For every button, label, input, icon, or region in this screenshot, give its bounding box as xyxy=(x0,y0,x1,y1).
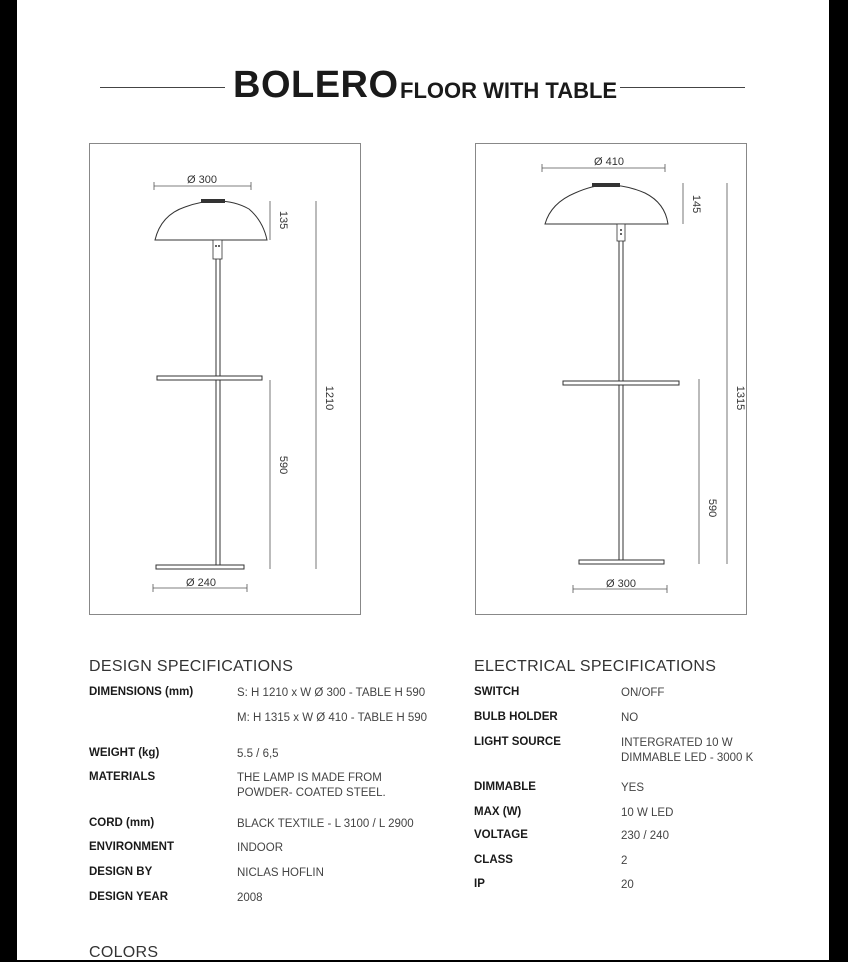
shade-top-cap xyxy=(592,183,620,187)
lamp-switch-box xyxy=(617,224,625,241)
dimmable-label: DIMMABLE xyxy=(474,781,536,793)
shade-height-label: 145 xyxy=(690,194,702,214)
weight-label: WEIGHT (kg) xyxy=(89,747,160,759)
title-rule-right xyxy=(620,87,745,88)
spec-sheet xyxy=(17,0,829,960)
base-diameter-label: Ø 240 xyxy=(186,577,216,589)
voltage-value: 230 / 240 xyxy=(621,830,669,842)
product-subtitle: FLOOR WITH TABLE xyxy=(400,78,618,103)
side-table xyxy=(563,381,679,385)
design-year-value: 2008 xyxy=(237,892,263,904)
dimensions-s-value: S: H 1210 x W Ø 300 - TABLE H 590 xyxy=(237,687,426,699)
table-height-label: 590 xyxy=(277,455,289,475)
total-height-label: 1210 xyxy=(323,385,335,411)
ip-value: 20 xyxy=(621,879,634,891)
lamp-base xyxy=(579,560,664,564)
title-row xyxy=(17,62,829,112)
cord-value: BLACK TEXTILE - L 3100 / L 2900 xyxy=(237,818,414,830)
title-rule-left xyxy=(100,87,225,88)
table-height-label: 590 xyxy=(706,498,718,518)
drawing-large xyxy=(475,143,747,615)
environment-label: ENVIRONMENT xyxy=(89,841,174,853)
total-height-label: 1315 xyxy=(734,385,746,411)
switch-value: ON/OFF xyxy=(621,687,665,699)
lamp-base xyxy=(156,565,244,569)
max-watt-label: MAX (W) xyxy=(474,806,522,818)
product-title: BOLERO xyxy=(233,64,399,106)
electrical-specs-heading: ELECTRICAL SPECIFICATIONS xyxy=(474,658,717,675)
shade-top-cap xyxy=(201,199,225,203)
max-watt-value: 10 W LED xyxy=(621,807,674,819)
colors-heading: COLORS xyxy=(89,944,159,961)
switch-dot xyxy=(215,245,217,247)
lamp-switch-box xyxy=(213,240,222,259)
materials-label: MATERIALS xyxy=(89,771,156,783)
bulb-holder-label: BULB HOLDER xyxy=(474,711,558,723)
shade-height-label: 135 xyxy=(277,210,289,230)
switch-label: SWITCH xyxy=(474,686,520,698)
lamp-shade xyxy=(545,185,668,224)
switch-dot xyxy=(620,233,622,235)
light-source-value-line1: INTERGRATED 10 W xyxy=(621,737,733,749)
bulb-holder-value: NO xyxy=(621,712,639,724)
shade-diameter-label: Ø 300 xyxy=(187,174,217,186)
class-label: CLASS xyxy=(474,854,513,866)
dimmable-value: YES xyxy=(621,782,645,794)
design-year-label: DESIGN YEAR xyxy=(89,891,169,903)
design-by-value: NICLAS HOFLIN xyxy=(237,867,324,879)
light-source-value-line2: DIMMABLE LED - 3000 K xyxy=(621,752,754,764)
light-source-label: LIGHT SOURCE xyxy=(474,736,561,748)
shade-diameter-label: Ø 410 xyxy=(594,156,624,168)
dimensions-label: DIMENSIONS (mm) xyxy=(89,686,194,698)
base-diameter-label: Ø 300 xyxy=(606,578,636,590)
materials-value-line2: POWDER- COATED STEEL. xyxy=(237,787,386,799)
switch-dot xyxy=(620,229,622,231)
design-specs-heading: DESIGN SPECIFICATIONS xyxy=(89,658,294,675)
cord-label: CORD (mm) xyxy=(89,817,155,829)
materials-value-line1: THE LAMP IS MADE FROM xyxy=(237,772,382,784)
voltage-label: VOLTAGE xyxy=(474,829,528,841)
dimensions-m-value: M: H 1315 x W Ø 410 - TABLE H 590 xyxy=(237,712,428,724)
lamp-shade xyxy=(155,201,267,240)
class-value: 2 xyxy=(621,855,628,867)
design-by-label: DESIGN BY xyxy=(89,866,153,878)
weight-value: 5.5 / 6,5 xyxy=(237,748,279,760)
ip-label: IP xyxy=(474,878,485,890)
switch-dot xyxy=(218,245,220,247)
environment-value: INDOOR xyxy=(237,842,283,854)
side-table xyxy=(157,376,262,380)
drawing-small xyxy=(89,143,361,615)
